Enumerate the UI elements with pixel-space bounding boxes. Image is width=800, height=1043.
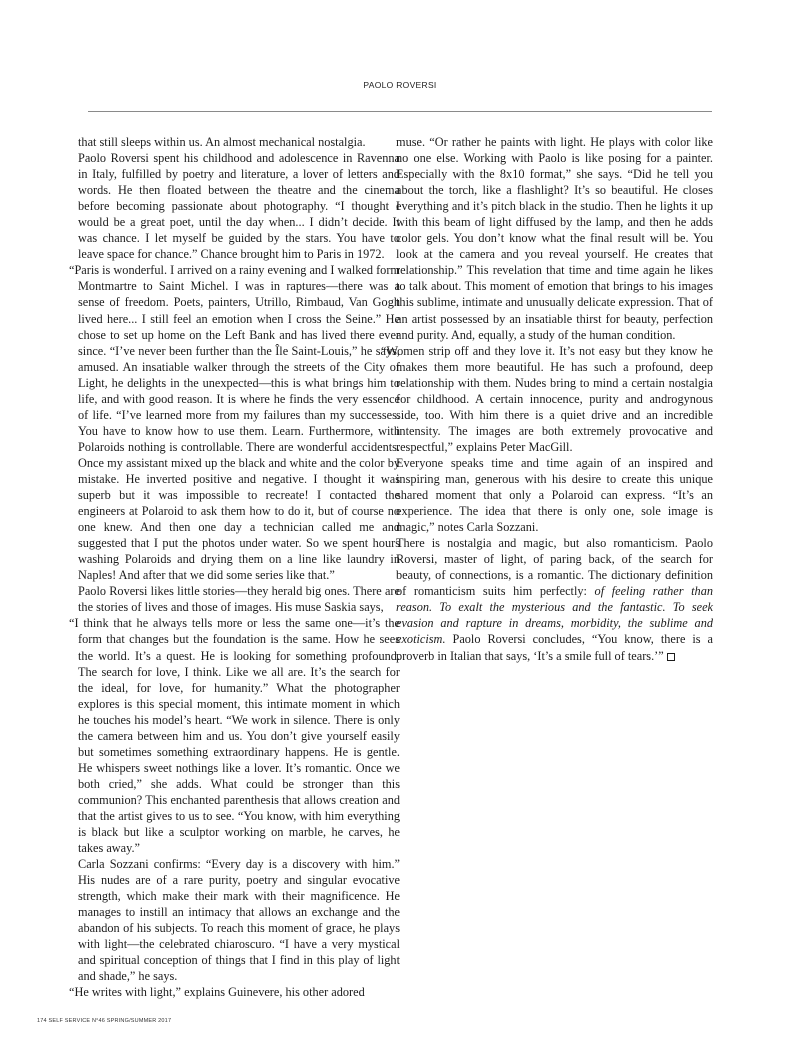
left-paragraph-1: that still sleeps within us. An almost mechanical nostalgia.: [78, 135, 366, 149]
right-paragraph-3: Everyone speaks time and time again of an inspired and inspiring man, generous with his desire to create this unique shared moment that only a Polaroid can express. “It’s an experience. The idea that there is only one, sole image is magic,” notes Carla Sozzani.: [396, 455, 713, 535]
right-paragraph-2: “Women strip off and they love it. It’s not easy but they know he makes them more beautiful. He has such a profound, deep relationship with them. Nudes bring to mind a certain nostalgia for childhood. A certain innocence, purity and androgynous side, too. With him there is a quiet drive and an incredible intensity. The images are both extremely provocative and respectful,” explains Peter MacGill.: [381, 343, 713, 454]
right-paragraph-4-end: Paolo Roversi concludes, “You know, there is a proverb in Italian that says, ‘It’s a smile full of tears.’”: [396, 632, 713, 663]
left-paragraph-6: Carla Sozzani confirms: “Every day is a discovery with him.” His nudes are of a rare purity, poetry and singular evocative strength, which make their mark with their magnificence. He manages to instill an intimacy that allows an exchange and the abandon of his subjects. To reach this moment of grace, he plays with light—the celebrated chiaroscuro. “I have a very mystical and spiritual conception of things that I find in this play of light and shade,” he says.: [78, 857, 400, 984]
right-paragraph-4: [396, 535, 713, 663]
running-header: PAOLO ROVERSI: [363, 80, 437, 90]
left-paragraph-7: “He writes with light,” explains Guinevere, his other adored: [69, 985, 365, 1000]
right-paragraph-1: muse. “Or rather he paints with light. He plays with color like no one else. Working with Paolo is like posing for a painter. Especially with the 8x10 format,” she says. “Did he tell you about the torch, like a flashlight? It’s so beautiful. He closes everything and it’s pitch black in the studio. Then he lights it up with this beam of light diffused by the lamp, and then he adds color gels. You don’t know what the final result will be. You look at the camera and you reveal yourself. He creates that relationship.” This revelation that time and time again he likes to talk about. This moment of emotion that brings to his images this sublime, intimate and unusually delicate expression. That of an artist possessed by an insatiable thirst for beauty, perfection and purity. And, equally, a study of the human condition.: [396, 135, 713, 342]
left-column: [69, 134, 400, 1001]
page-footer: 174 SELF SERVICE N°46 SPRING/SUMMER 2017: [37, 1018, 172, 1024]
left-paragraph-3: “Paris is wonderful. I arrived on a rainy evening and I walked form Montmartre to Saint Michel. I was in raptures—there was a sense of freedom. Poets, painters, Utrillo, Rimbaud, Van Gogh lived here... I still feel an emotion when I cross the Seine.” He chose to set up home on the Left Bank and has lived there ever since. “I’ve never been further than the Île Saint-Louis,” he says, amused. An insatiable walker through the streets of the City of Light, he delights in the unexpected—this is what brings him to life, and with good reason. It is where he finds the very essence of life. “I’ve learned more from my failures than my successes. You have to know how to use them. Learn. Furthermore, with Polaroids nothing is controllable. There are wonderful accidents. Once my assistant mixed up the black and white and the color by mistake. He inverted positive and negative. I thought it was superb but it was impossible to recreate! I contacted the engineers at Polaroid to ask them how to do it, but of course no one knew. And then one day a technician called me and suggested that I put the photos under water. So we spent hours washing Polaroids and drying them on a line like laundry in Naples! And after that we did some series like that.”: [69, 263, 400, 583]
header-rule: [88, 111, 712, 112]
right-paragraph-4-start: There is nostalgia and magic, but also romanticism. Paolo Roversi, master of light, of paring back, of the search for beauty, of connections, is a romantic. The dictionary definition of romanticism suits him perfectly:: [396, 536, 713, 599]
right-paragraph-4-italic: of feeling rather than reason. To exalt the mysterious and the fantastic. To seek evasion and rapture in dreams, morbidity, the sublime and exoticism.: [396, 584, 713, 647]
left-paragraph-4: Paolo Roversi likes little stories—they herald big ones. There are the stories of lives and those of images. His muse Saskia says,: [78, 584, 400, 615]
left-paragraph-2: Paolo Roversi spent his childhood and adolescence in Ravenna in Italy, fulfilled by poetry and literature, a lover of letters and words. He then floated between the theatre and the cinema before becoming passionate about photography. “I thought I would be a great poet, until the day when... I didn’t decide. It was chance. I let myself be guided by the stars. You have to leave space for chance.” Chance brought him to Paris in 1972.: [78, 151, 400, 262]
left-paragraph-5: “I think that he always tells more or less the same one—it’s the form that changes but the foundation is the same. How he sees the world. It’s a quest. He is looking for something profound. The search for love, I think. Like we all are. It’s the search for the ideal, for love, for humanity.” What the photographer explores is this special moment, this intimate moment in which he touches his model’s heart. “We work in silence. There is only the camera between him and us. You don’t give yourself easily but sometimes something extraordinary happens. He is gentle. He whispers sweet nothings like a lover. It’s romantic. Once we both cried,” she adds. What could be stronger than this communion? This enchanted parenthesis that allows creation and that the artist gives to us to see. “You know, with him everything is black but like a sculptor working on marble, he carves, he takes away.”: [69, 616, 400, 856]
right-column: [381, 134, 713, 664]
square-end-mark-icon: [667, 653, 675, 661]
